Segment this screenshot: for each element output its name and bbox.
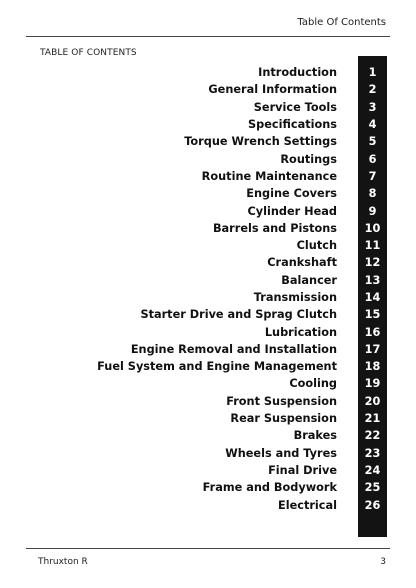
toc-entry-number: 9 [368, 204, 377, 218]
toc-entry[interactable] [80, 479, 387, 496]
toc-entry-title: Rear Suspension [230, 412, 337, 426]
toc-entry-title: Electrical [278, 498, 337, 512]
toc-entry-title: Final Drive [268, 463, 337, 477]
toc-entry-title: Routings [280, 152, 337, 166]
toc-entry[interactable] [80, 237, 387, 254]
toc-entry-number: 26 [364, 498, 381, 512]
toc-entry-title: Starter Drive and Sprag Clutch [140, 308, 337, 322]
toc-entry-number: 23 [364, 446, 381, 460]
toc-entry-title: Wheels and Tyres [225, 446, 337, 460]
toc-entry-title: Cylinder Head [247, 204, 337, 218]
toc-entry-title: Fuel System and Engine Management [97, 360, 337, 374]
page-header-title: Table Of Contents [297, 17, 386, 28]
toc-entry-title: Engine Removal and Installation [130, 342, 337, 356]
toc-entry-number: 12 [364, 256, 381, 270]
toc-entry-number: 13 [364, 273, 381, 287]
toc-list [80, 64, 387, 514]
toc-entry[interactable] [80, 289, 387, 306]
toc-entry[interactable] [80, 116, 387, 133]
toc-entry-number: 19 [364, 377, 381, 391]
toc-entry-number: 7 [368, 169, 377, 183]
toc-entry-title: Cooling [289, 377, 337, 391]
toc-entry-number: 6 [368, 152, 377, 166]
toc-entry-title: Service Tools [253, 100, 337, 114]
toc-entry-number: 5 [368, 135, 377, 149]
toc-entry-number: 1 [368, 66, 377, 80]
toc-entry-number: 14 [364, 291, 381, 304]
toc-entry-title: Specifications [248, 118, 337, 132]
toc-entry[interactable] [80, 185, 387, 202]
toc-entry[interactable] [80, 168, 387, 185]
footer-page-number: 3 [380, 557, 386, 567]
toc-entry-number: 16 [364, 325, 381, 339]
toc-entry-title: Clutch [296, 239, 337, 253]
toc-entry[interactable] [80, 393, 387, 410]
toc-entry-title: Routine Maintenance [201, 169, 337, 183]
toc-entry[interactable] [80, 306, 387, 323]
toc-entry[interactable] [80, 254, 387, 271]
toc-entry-title: Introduction [258, 66, 337, 80]
toc-entry-number: 4 [368, 118, 377, 132]
toc-entry-title: Torque Wrench Settings [184, 135, 337, 149]
toc-entry-title: General Information [208, 83, 337, 97]
toc-entry-title: Balancer [281, 273, 337, 287]
toc-entry-number: 20 [364, 394, 381, 408]
toc-entry-title: Lubrication [264, 325, 337, 339]
toc-entry-number: 2 [368, 83, 377, 97]
toc-entry-number: 18 [364, 360, 381, 374]
toc-entry-number: 17 [364, 342, 381, 356]
toc-entry-number: 22 [364, 429, 381, 443]
toc-entry-number: 11 [364, 239, 381, 253]
toc-entry-title: Front Suspension [226, 394, 337, 408]
toc-entry-number: 24 [364, 463, 381, 477]
toc-entry[interactable] [80, 272, 387, 289]
footer-divider [26, 548, 390, 549]
toc-entry-title: Crankshaft [267, 256, 337, 270]
toc-entry[interactable] [80, 323, 387, 340]
toc-entry-number: 8 [368, 187, 377, 201]
toc-entry-title: Barrels and Pistons [212, 221, 337, 235]
footer-model-name: Thruxton R [38, 557, 88, 567]
toc-entry[interactable] [80, 410, 387, 427]
toc-entry[interactable] [80, 150, 387, 167]
toc-entry-number: 21 [364, 412, 381, 426]
toc-entry[interactable] [80, 427, 387, 444]
toc-entry-number: 15 [364, 308, 381, 322]
toc-entry[interactable] [80, 133, 387, 150]
toc-entry-title: Transmission [253, 291, 337, 304]
toc-entry[interactable] [80, 445, 387, 462]
toc-entry[interactable] [80, 375, 387, 392]
toc-entry[interactable] [80, 462, 387, 479]
toc-entry[interactable] [80, 496, 387, 513]
toc-entry[interactable] [80, 341, 387, 358]
toc-entry[interactable] [80, 64, 387, 81]
toc-entry[interactable] [80, 220, 387, 237]
toc-entry[interactable] [80, 358, 387, 375]
toc-entry[interactable] [80, 99, 387, 116]
toc-entry[interactable] [80, 81, 387, 98]
toc-entry-title: Frame and Bodywork [202, 481, 337, 495]
toc-entry[interactable] [80, 202, 387, 219]
toc-entry-title: Brakes [293, 429, 337, 443]
toc-entry-number: 10 [364, 221, 381, 235]
toc-entry-number: 25 [364, 481, 381, 495]
toc-entry-number: 3 [368, 100, 377, 114]
toc-label: TABLE OF CONTENTS [40, 48, 137, 58]
toc-entry-title: Engine Covers [246, 187, 337, 201]
header-divider [26, 36, 390, 37]
